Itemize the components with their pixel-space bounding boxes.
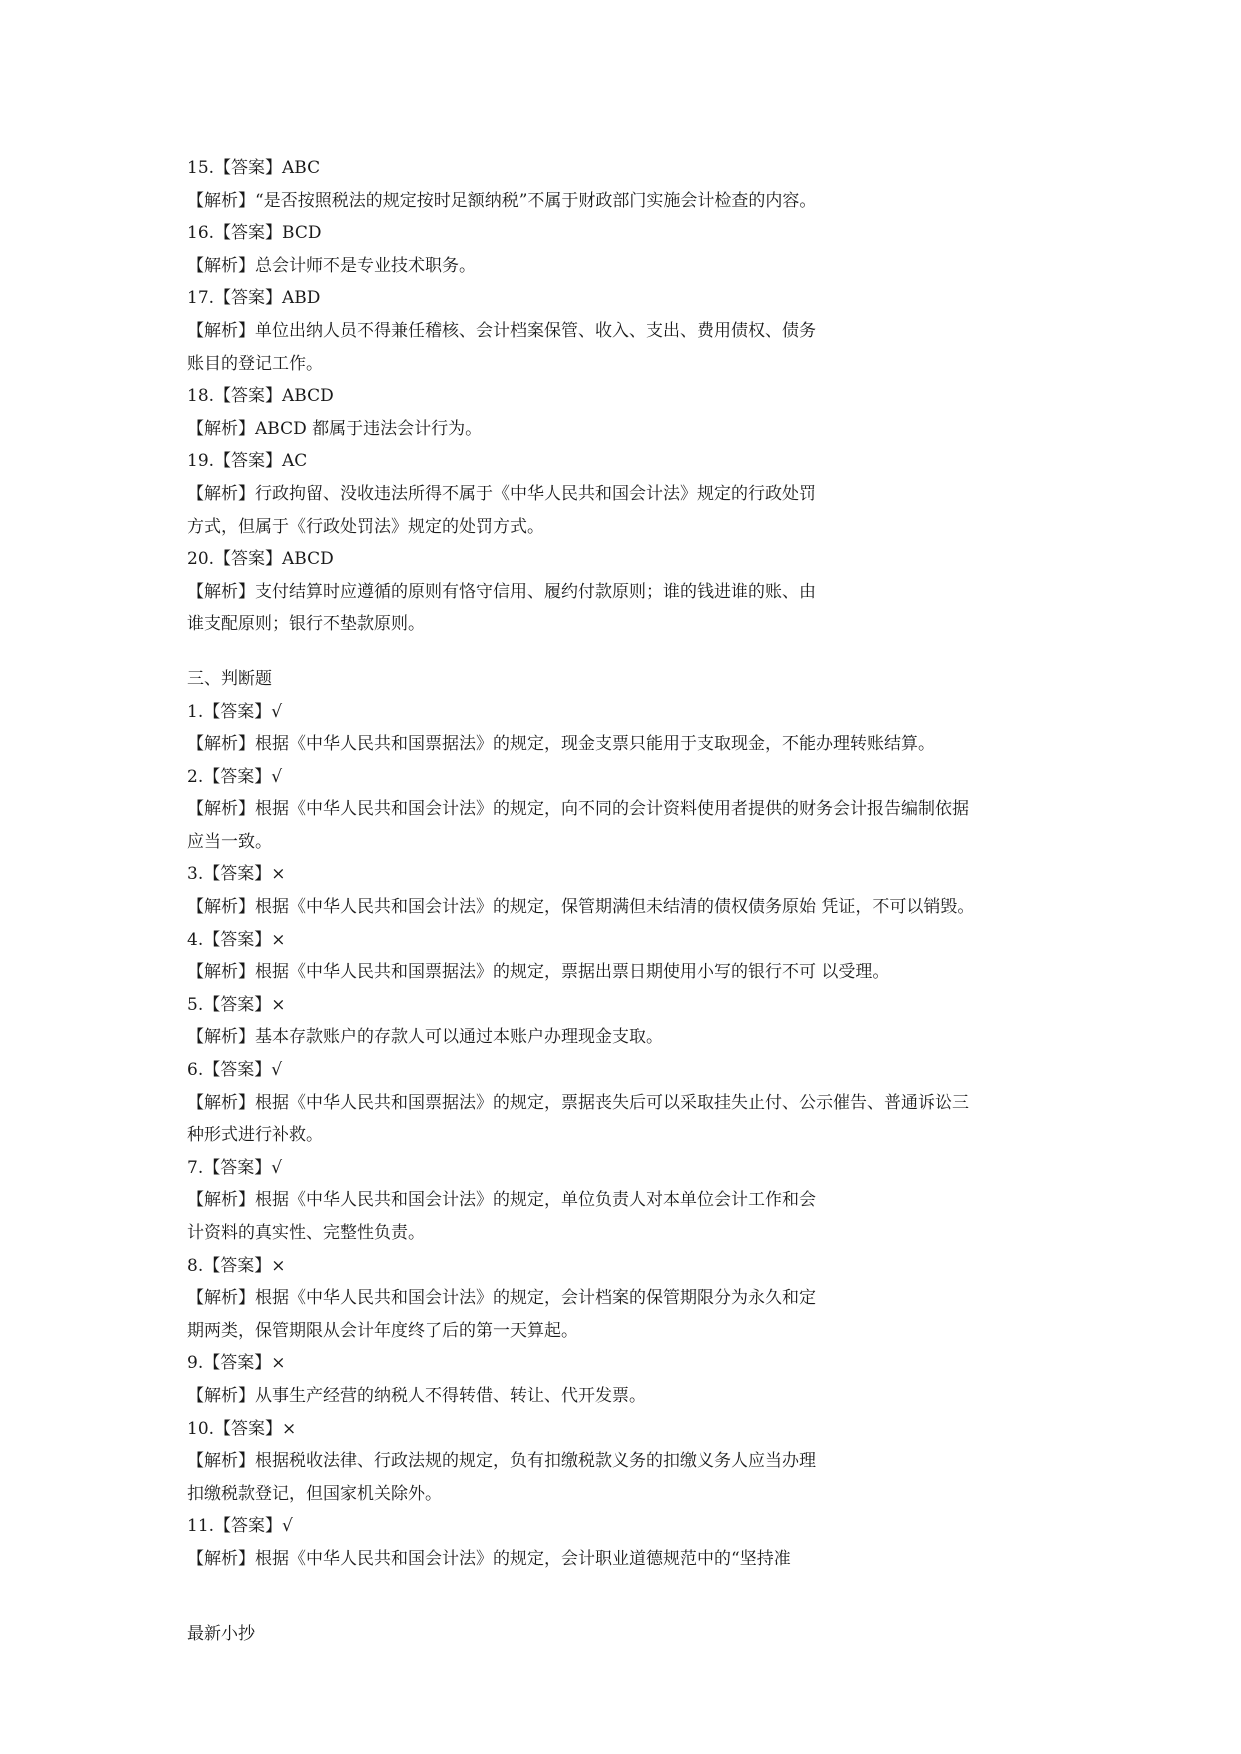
- text-line: 【解析】根据《中华人民共和国会计法》的规定，会计档案的保管期限分为永久和定: [187, 1288, 816, 1309]
- text-line: 3.【答案】×: [187, 864, 286, 885]
- text-line: 【解析】根据《中华人民共和国会计法》的规定，单位负责人对本单位会计工作和会: [187, 1190, 816, 1211]
- text-line: 方式，但属于《行政处罚法》规定的处罚方式。: [187, 516, 544, 537]
- text-line: 18.【答案】ABCD: [187, 386, 334, 407]
- text-line: 【解析】根据税收法律、行政法规的规定，负有扣缴税款义务的扣缴义务人应当办理: [187, 1451, 816, 1472]
- text-line: 【解析】单位出纳人员不得兼任稽核、会计档案保管、收入、支出、费用债权、债务: [187, 320, 816, 341]
- text-line: 8.【答案】×: [187, 1255, 286, 1276]
- text-line: 【解析】ABCD 都属于违法会计行为。: [187, 418, 483, 439]
- text-line: 【解析】“是否按照税法的规定按时足额纳税”不属于财政部门实施会计检查的内容。: [187, 190, 817, 211]
- answers-section: [187, 152, 1087, 641]
- text-line: 16.【答案】BCD: [187, 223, 322, 244]
- text-line: 1.【答案】√: [187, 701, 283, 722]
- text-line: 17.【答案】ABD: [187, 288, 321, 309]
- text-line: 【解析】支付结算时应遵循的原则有恪守信用、履约付款原则；谁的钱进谁的账、由: [187, 581, 816, 602]
- text-line: 5.【答案】×: [187, 994, 286, 1015]
- text-line: 【解析】根据《中华人民共和国会计法》的规定，会计职业道德规范中的“坚持准: [187, 1548, 791, 1569]
- text-line: 【解析】根据《中华人民共和国票据法》的规定，票据丧失后可以采取挂失止付、公示催告、普通诉讼三: [187, 1092, 969, 1113]
- text-line: 种形式进行补救。: [187, 1125, 323, 1146]
- text-line: 20.【答案】ABCD: [187, 549, 334, 570]
- text-line: 9.【答案】×: [187, 1353, 286, 1374]
- text-line: 计资料的真实性、完整性负责。: [187, 1223, 425, 1243]
- text-line: 扣缴税款登记，但国家机关除外。: [187, 1483, 442, 1504]
- text-line: 4.【答案】×: [187, 929, 286, 950]
- section-gap: [187, 641, 1087, 663]
- text-line: 【解析】基本存款账户的存款人可以通过本账户办理现金支取。: [187, 1027, 663, 1048]
- text-line: 15.【答案】ABC: [187, 158, 321, 178]
- text-line: 谁支配原则；银行不垫款原则。: [187, 614, 425, 635]
- text-line: 【解析】根据《中华人民共和国票据法》的规定，票据出票日期使用小写的银行不可 以受理。: [187, 962, 890, 983]
- text-line: 【解析】根据《中华人民共和国会计法》的规定，向不同的会计资料使用者提供的财务会计报告编制依据: [187, 799, 969, 820]
- section-heading: 三、判断题: [187, 668, 272, 689]
- text-line: 【解析】行政拘留、没收违法所得不属于《中华人民共和国会计法》规定的行政处罚: [187, 483, 816, 504]
- page-footer: 最新小抄: [187, 1624, 255, 1644]
- text-line: 【解析】从事生产经营的纳税人不得转借、转让、代开发票。: [187, 1385, 646, 1406]
- text-line: 2.【答案】√: [187, 766, 283, 787]
- text-line: 期两类，保管期限从会计年度终了后的第一天算起。: [187, 1320, 578, 1341]
- text-line: 【解析】总会计师不是专业技术职务。: [187, 255, 476, 276]
- text-line: 账目的登记工作。: [187, 353, 323, 374]
- text-line: 【解析】根据《中华人民共和国会计法》的规定，保管期满但未结清的债权债务原始 凭证，不可以销毁。: [187, 897, 975, 918]
- text-line: 19.【答案】AC: [187, 451, 308, 472]
- text-line: 应当一致。: [187, 831, 272, 852]
- document-body: [187, 152, 1087, 1576]
- true-false-section: [187, 663, 1087, 1576]
- text-line: 【解析】根据《中华人民共和国票据法》的规定，现金支票只能用于支取现金，不能办理转账结算。: [187, 734, 935, 755]
- text-line: 7.【答案】√: [187, 1157, 283, 1178]
- text-line: 6.【答案】√: [187, 1060, 283, 1081]
- text-line: 10.【答案】×: [187, 1418, 297, 1439]
- text-line: 11.【答案】√: [187, 1516, 293, 1537]
